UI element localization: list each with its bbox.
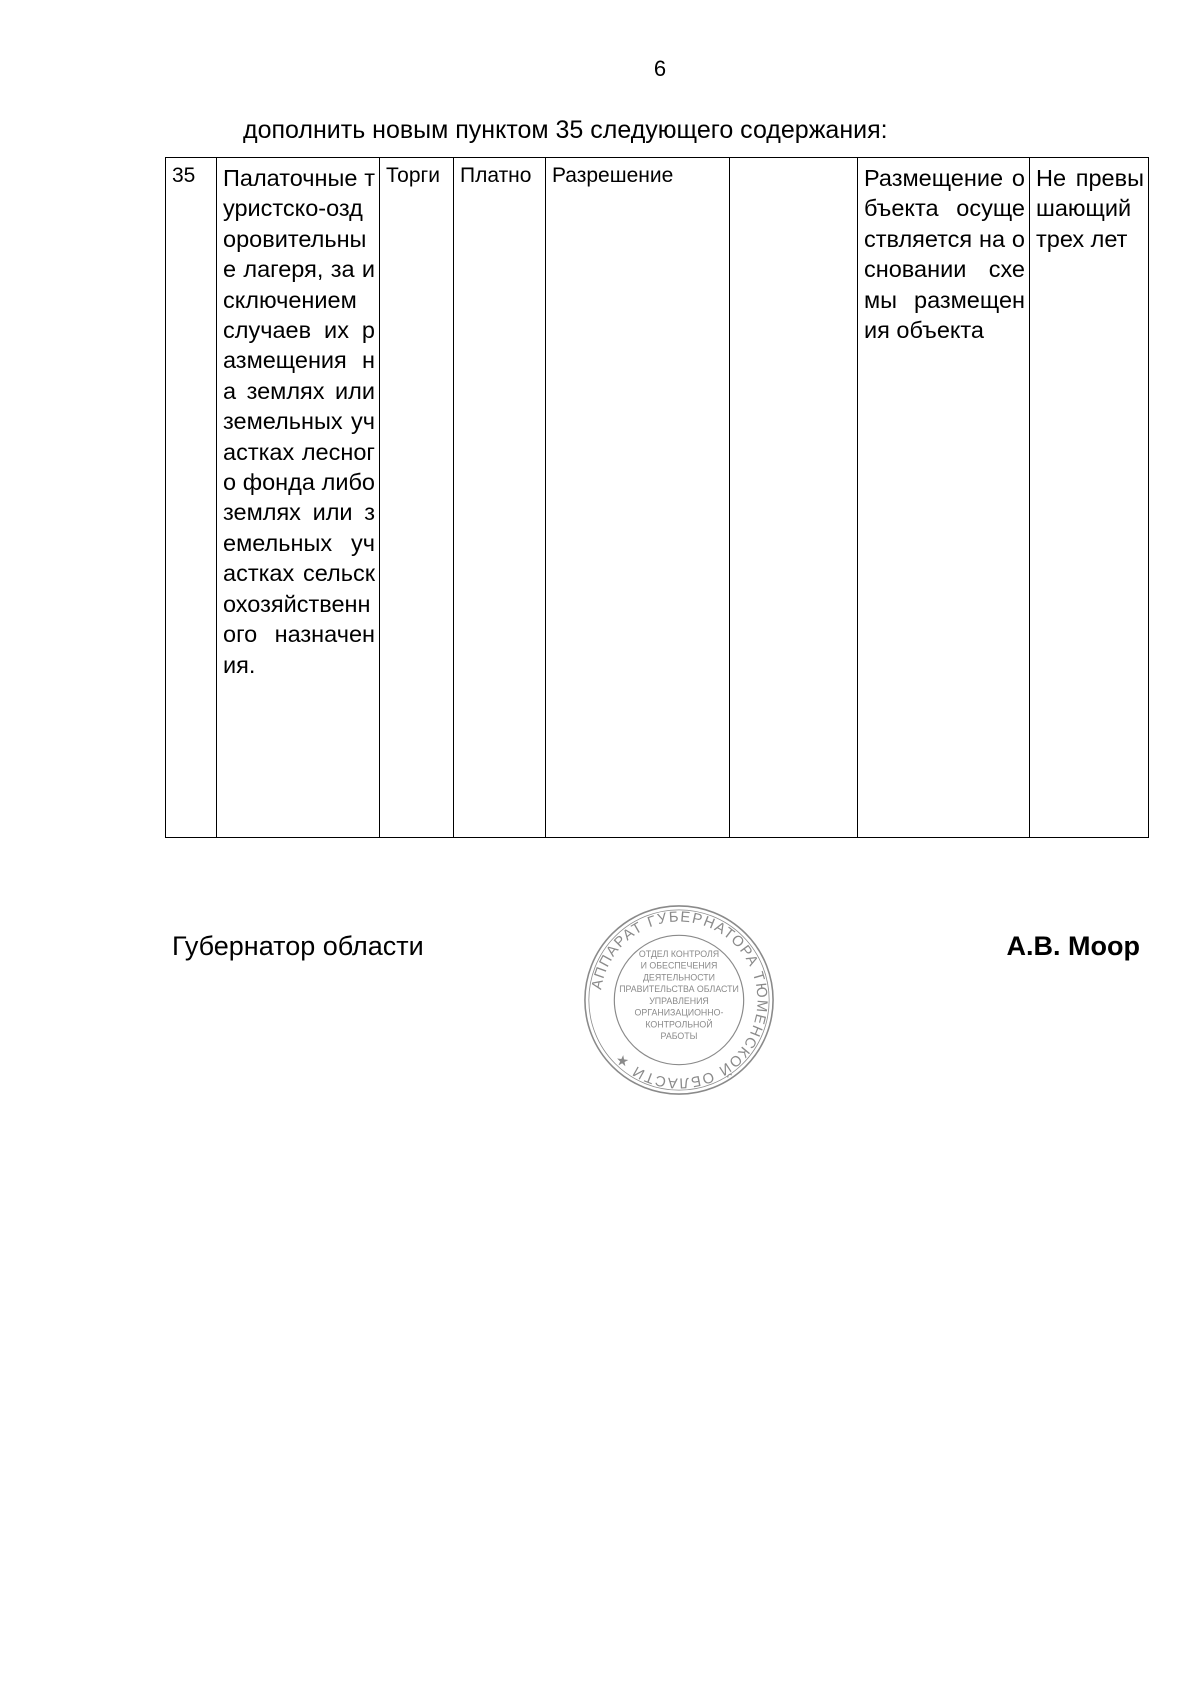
- cell-method: Торги: [380, 158, 454, 838]
- intro-paragraph: дополнить новым пунктом 35 следующего содержания:: [243, 116, 888, 144]
- signatory-title: Губернатор области: [172, 931, 424, 961]
- seal-inner-line: И ОБЕСПЕЧЕНИЯ: [640, 960, 718, 971]
- seal-inner-line: ПРАВИТЕЛЬСТВА ОБЛАСТИ: [619, 984, 739, 995]
- cell-basis: Размещение объекта осуществляется на основании схемы размещения объекта: [858, 158, 1030, 838]
- seal-inner-line: ДЕЯТЕЛЬНОСТИ: [642, 972, 716, 983]
- cell-term: Не превышающий трех лет: [1030, 158, 1149, 838]
- official-seal: [581, 902, 777, 1098]
- seal-inner-line: ОТДЕЛ КОНТРОЛЯ: [638, 948, 720, 959]
- seal-inner-line: КОНТРОЛЬНОЙ: [645, 1019, 713, 1030]
- page-number: 6: [653, 56, 667, 81]
- cell-object: Палаточные туристско-оздоровительные лагеря, за исключением случаев их размещения на землях или земельных участках лесного фонда либо землях или земельных участках сельскохозяйственного назначения.: [217, 158, 380, 838]
- cell-number: 35: [166, 158, 217, 838]
- seal-inner-line: ОРГАНИЗАЦИОННО-: [634, 1007, 724, 1018]
- table-row: [166, 158, 1149, 838]
- seal-inner-line: УПРАВЛЕНИЯ: [649, 995, 709, 1006]
- cell-paid: Платно: [454, 158, 546, 838]
- cell-empty: [730, 158, 858, 838]
- seal-outer-text: АППАРАТ ГУБЕРНАТОРА ТЮМЕНСКОЙ ОБЛАСТИ ★: [589, 909, 770, 1091]
- seal-inner-line: РАБОТЫ: [660, 1031, 698, 1042]
- cell-document: Разрешение: [546, 158, 730, 838]
- amendment-table: [165, 157, 1149, 838]
- signatory-name: А.В. Моор: [1006, 931, 1140, 961]
